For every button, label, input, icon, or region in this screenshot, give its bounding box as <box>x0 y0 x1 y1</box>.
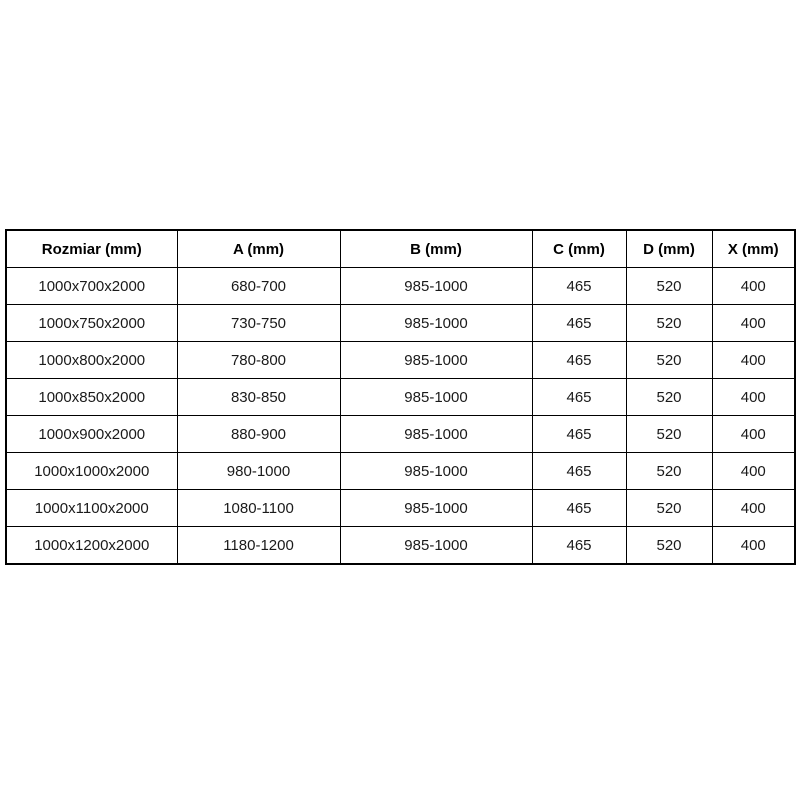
table-row <box>6 342 795 379</box>
table-cell: 465 <box>532 268 626 305</box>
column-header-d: D (mm) <box>626 230 712 268</box>
table-cell: 985-1000 <box>340 453 532 490</box>
table-cell: 985-1000 <box>340 490 532 527</box>
table-row <box>6 527 795 565</box>
table-cell: 880-900 <box>177 416 340 453</box>
column-header-c: C (mm) <box>532 230 626 268</box>
table-header-row <box>6 230 795 268</box>
table-cell: 1000x750x2000 <box>6 305 177 342</box>
table-cell: 465 <box>532 527 626 565</box>
table-row <box>6 379 795 416</box>
table-cell: 465 <box>532 342 626 379</box>
table-cell: 400 <box>712 379 795 416</box>
table-cell: 980-1000 <box>177 453 340 490</box>
column-header-a: A (mm) <box>177 230 340 268</box>
table-row <box>6 453 795 490</box>
table-cell: 465 <box>532 379 626 416</box>
table-cell: 465 <box>532 490 626 527</box>
size-specification-table <box>5 229 796 565</box>
table-cell: 520 <box>626 268 712 305</box>
table-cell: 1080-1100 <box>177 490 340 527</box>
table-row <box>6 416 795 453</box>
table-cell: 985-1000 <box>340 268 532 305</box>
table-row <box>6 490 795 527</box>
table-cell: 400 <box>712 490 795 527</box>
table-cell: 780-800 <box>177 342 340 379</box>
table-cell: 1000x850x2000 <box>6 379 177 416</box>
table-cell: 985-1000 <box>340 416 532 453</box>
table-cell: 520 <box>626 305 712 342</box>
table-cell: 465 <box>532 305 626 342</box>
table-cell: 400 <box>712 342 795 379</box>
column-header-b: B (mm) <box>340 230 532 268</box>
table-cell: 1000x1200x2000 <box>6 527 177 565</box>
table-cell: 400 <box>712 527 795 565</box>
table-header <box>6 230 795 268</box>
table-cell: 520 <box>626 342 712 379</box>
table-cell: 1000x800x2000 <box>6 342 177 379</box>
table-cell: 1180-1200 <box>177 527 340 565</box>
table-cell: 520 <box>626 453 712 490</box>
table-row <box>6 268 795 305</box>
table-row <box>6 305 795 342</box>
column-header-x: X (mm) <box>712 230 795 268</box>
table-cell: 830-850 <box>177 379 340 416</box>
table-body <box>6 268 795 565</box>
table-cell: 465 <box>532 453 626 490</box>
table-cell: 520 <box>626 527 712 565</box>
table-cell: 465 <box>532 416 626 453</box>
table-cell: 985-1000 <box>340 305 532 342</box>
table-cell: 730-750 <box>177 305 340 342</box>
table-cell: 520 <box>626 379 712 416</box>
table-cell: 400 <box>712 416 795 453</box>
table-cell: 400 <box>712 268 795 305</box>
column-header-rozmiar: Rozmiar (mm) <box>6 230 177 268</box>
table-cell: 1000x1000x2000 <box>6 453 177 490</box>
table-cell: 680-700 <box>177 268 340 305</box>
table-cell: 1000x1100x2000 <box>6 490 177 527</box>
table-cell: 400 <box>712 453 795 490</box>
table-cell: 985-1000 <box>340 342 532 379</box>
table-cell: 520 <box>626 490 712 527</box>
table-cell: 985-1000 <box>340 527 532 565</box>
table-cell: 520 <box>626 416 712 453</box>
table-cell: 1000x900x2000 <box>6 416 177 453</box>
table-cell: 400 <box>712 305 795 342</box>
table-cell: 985-1000 <box>340 379 532 416</box>
table-cell: 1000x700x2000 <box>6 268 177 305</box>
